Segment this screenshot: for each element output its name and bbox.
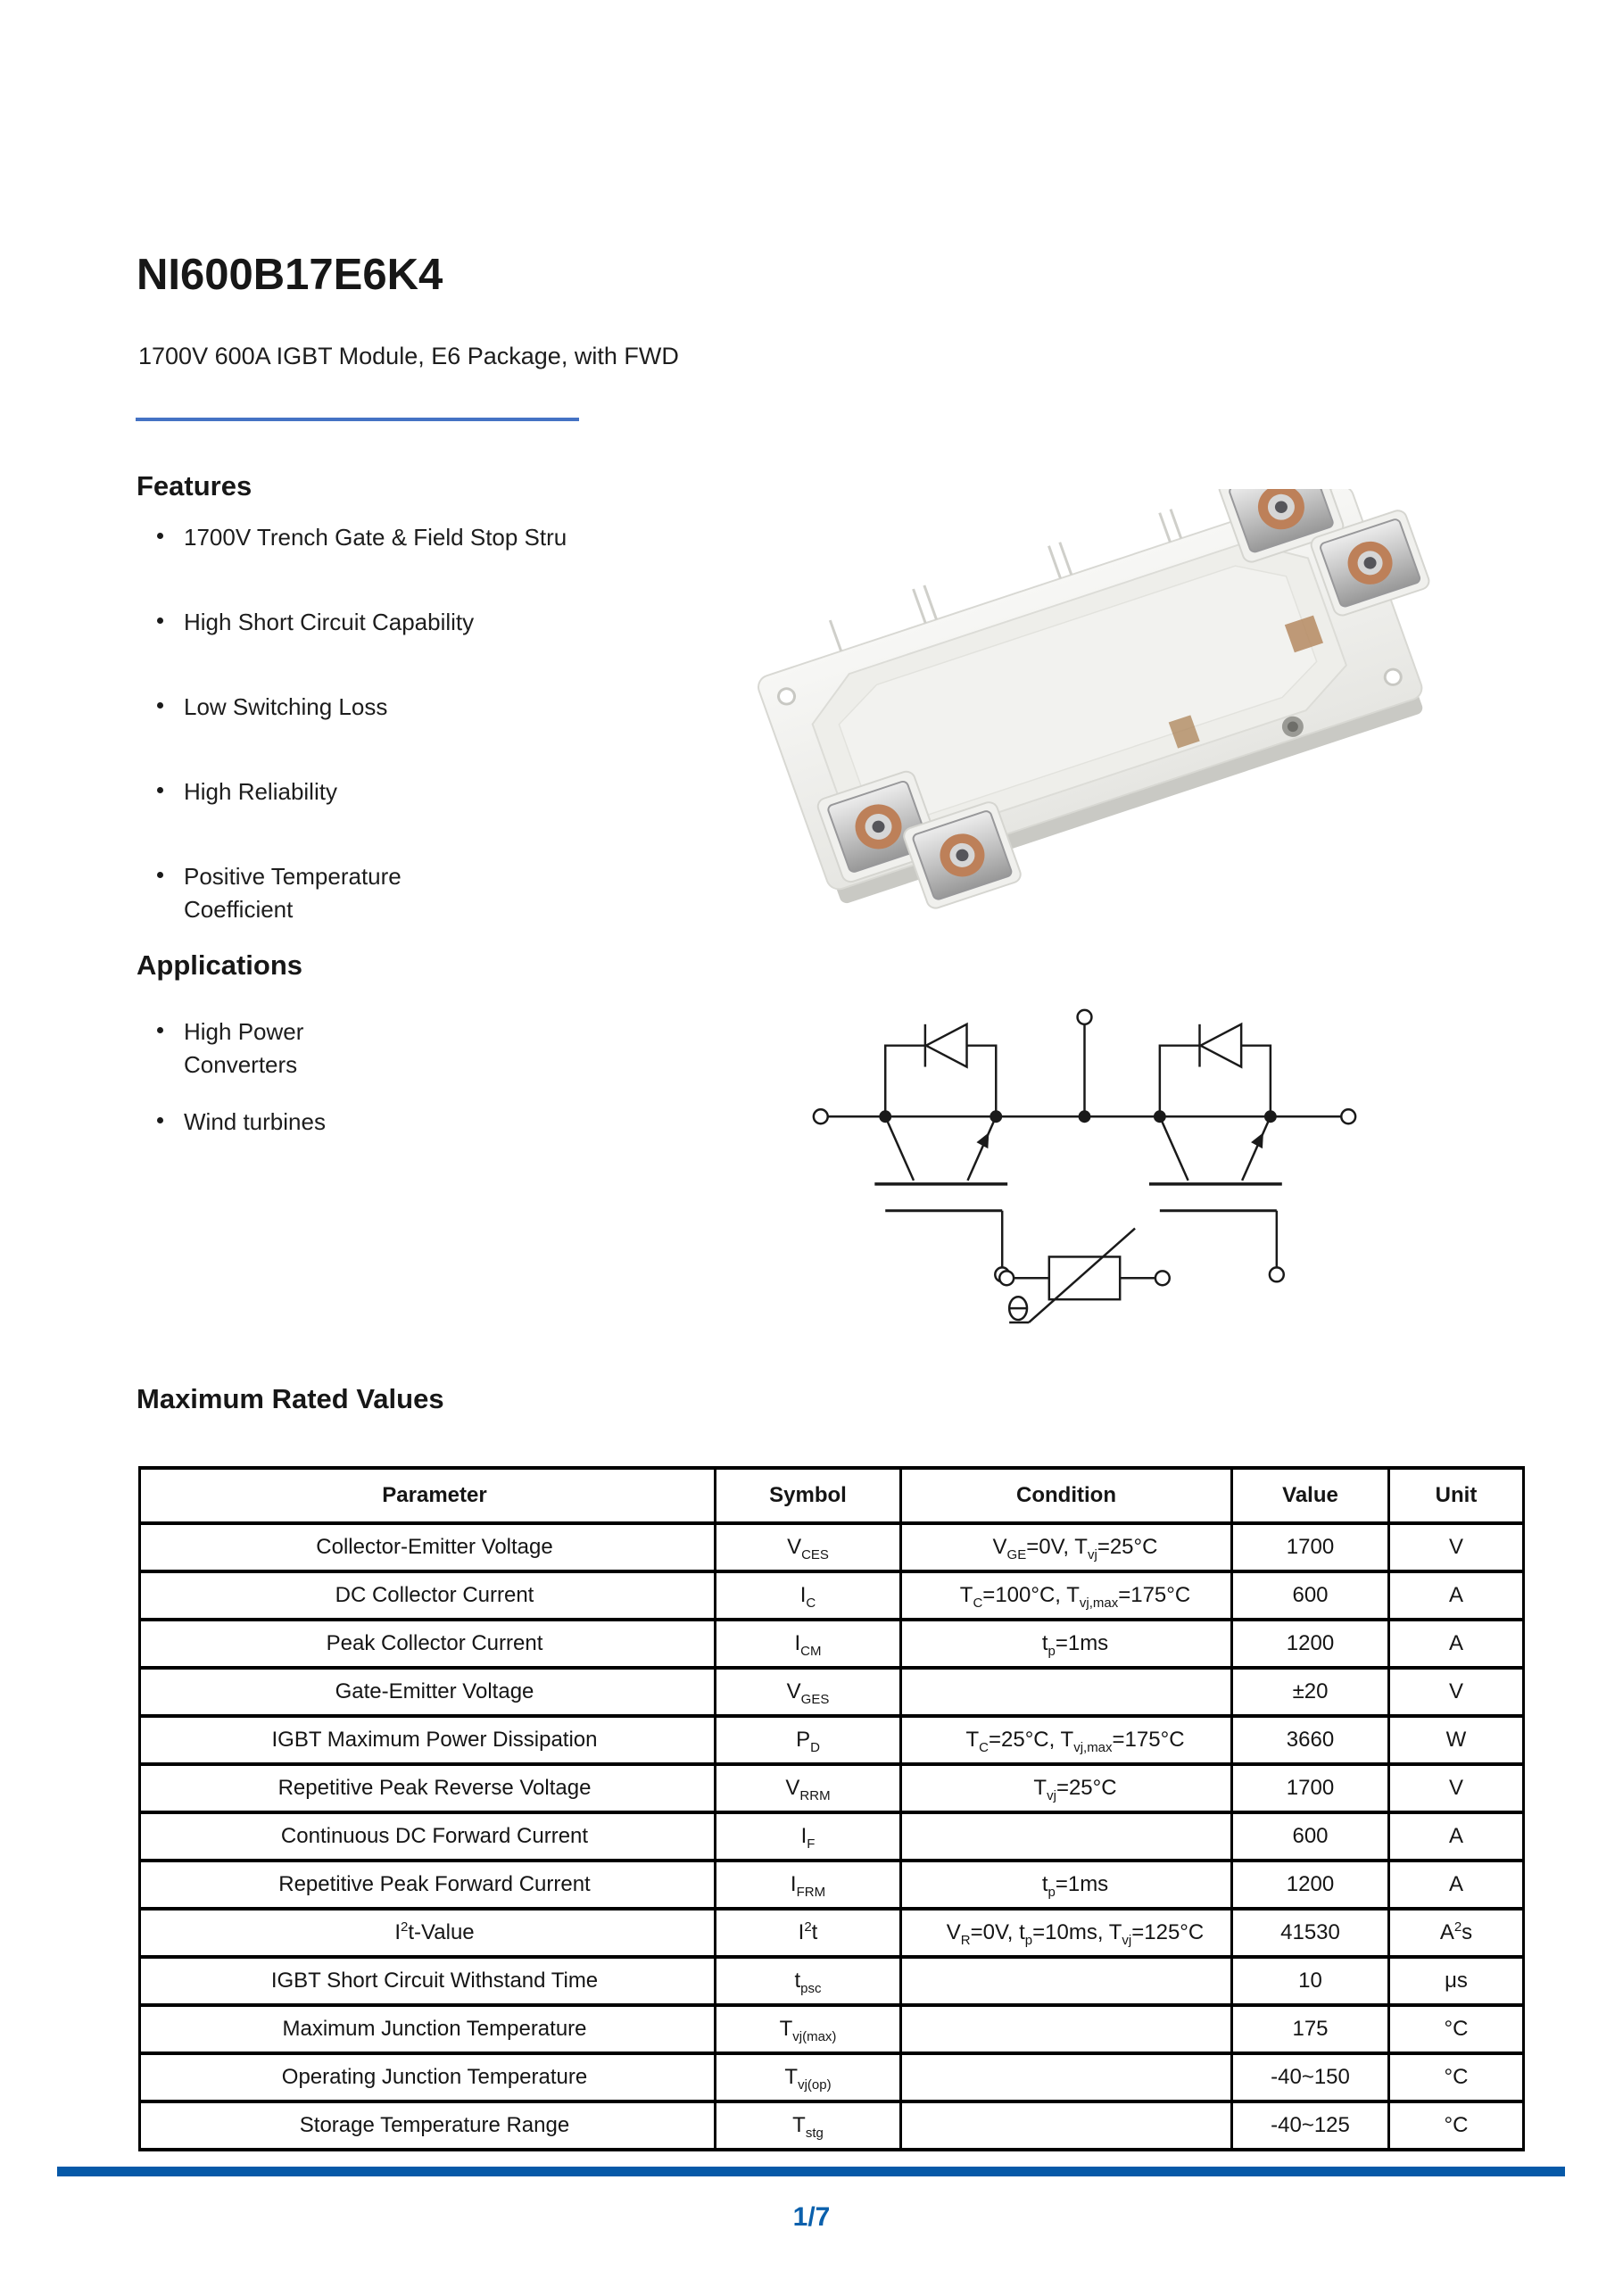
cell-sym: $V_{CES}$	[716, 1523, 901, 1571]
igbt-emitter	[968, 1116, 997, 1181]
cell-sym: $T_{vj(op)}$	[716, 2053, 901, 2101]
cell-val: 600	[1232, 1812, 1389, 1861]
table-row	[140, 1812, 1524, 1861]
table-row	[140, 2005, 1524, 2053]
cell-unit: A	[1389, 1812, 1524, 1861]
list-item	[143, 691, 714, 724]
bullet-text: High Reliability	[184, 778, 337, 805]
column-header-condition: Condition	[901, 1468, 1232, 1523]
cell-unit: A	[1389, 1620, 1524, 1668]
cell-sym: $T_{stg}$	[716, 2101, 901, 2150]
cell-param: IGBT Maximum Power Dissipation	[140, 1716, 716, 1764]
cell-cond: $t_p=1ms$	[901, 1620, 1232, 1668]
cell-param: Storage Temperature Range	[140, 2101, 716, 2150]
bullet-icon	[157, 533, 163, 539]
cell-sym: $t_{psc}$	[716, 1957, 901, 2005]
table-row	[140, 1523, 1524, 1571]
table-row	[140, 1620, 1524, 1668]
cell-unit: °C	[1389, 2053, 1524, 2101]
column-header-unit: Unit	[1389, 1468, 1524, 1523]
igbt-emitter	[1242, 1116, 1271, 1181]
cell-cond: $T_C=100^\circ C$, $T_{vj,max}=175^\circ C$	[901, 1571, 1232, 1620]
cell-param: Collector-Emitter Voltage	[140, 1523, 716, 1571]
cell-val: 1200	[1232, 1620, 1389, 1668]
list-item	[143, 860, 402, 926]
cell-unit: °C	[1389, 2005, 1524, 2053]
cell-val: 3660	[1232, 1716, 1389, 1764]
cell-val: 1700	[1232, 1764, 1389, 1812]
cell-val: 600	[1232, 1571, 1389, 1620]
terminal-circle	[1078, 1010, 1092, 1024]
bullet-icon	[157, 872, 163, 878]
list-item	[143, 521, 662, 554]
bullet-icon	[157, 1117, 163, 1123]
cell-unit: V	[1389, 1764, 1524, 1812]
cell-cond: $T_{vj}=25^\circ C$	[901, 1764, 1232, 1812]
cell-sym: $I^2t$	[716, 1909, 901, 1957]
diode-triangle	[926, 1024, 967, 1067]
cell-param: Maximum Junction Temperature	[140, 2005, 716, 2053]
cell-val: 1200	[1232, 1861, 1389, 1909]
diode-triangle	[1200, 1024, 1241, 1067]
table-header-row	[140, 1468, 1524, 1523]
cell-sym: $I_C$	[716, 1571, 901, 1620]
terminal-circle	[1155, 1271, 1170, 1285]
table-row	[140, 1668, 1524, 1716]
cell-cond: $T_C=25^\circ C$, $T_{vj,max}=175^\circ C$	[901, 1716, 1232, 1764]
bullet-icon	[157, 702, 163, 709]
igbt-collector	[1160, 1116, 1188, 1181]
terminal-circle	[999, 1271, 1014, 1285]
cell-param: Repetitive Peak Reverse Voltage	[140, 1764, 716, 1812]
terminal-circle	[1270, 1267, 1284, 1281]
cell-param: Peak Collector Current	[140, 1620, 716, 1668]
cell-unit: A	[1389, 1861, 1524, 1909]
cell-param: Continuous DC Forward Current	[140, 1812, 716, 1861]
applications-heading: Applications	[137, 949, 303, 981]
page-subtitle: 1700V 600A IGBT Module, E6 Package, with FWD	[138, 343, 679, 369]
table-row	[140, 1716, 1524, 1764]
cell-sym: $I_{FRM}$	[716, 1861, 901, 1909]
list-item	[143, 775, 714, 808]
cell-param: Operating Junction Temperature	[140, 2053, 716, 2101]
footer-accent-bar	[57, 2167, 1565, 2176]
table-row	[140, 1764, 1524, 1812]
cell-unit: $A^2s$	[1389, 1909, 1524, 1957]
page-title: NI600B17E6K4	[137, 251, 443, 299]
cell-unit: μs	[1389, 1957, 1524, 2005]
cell-cond: $V_{GE}=0V$, $T_{vj}=25^\circ C$	[901, 1523, 1232, 1571]
cell-unit: W	[1389, 1716, 1524, 1764]
bullet-text: Positive Temperature Coefficient	[184, 863, 402, 923]
cell-sym: $V_{GES}$	[716, 1668, 901, 1716]
cell-cond	[901, 1812, 1232, 1861]
cell-sym: $P_D$	[716, 1716, 901, 1764]
ratings-table-heading: Maximum Rated Values	[137, 1383, 444, 1414]
bullet-text: High Short Circuit Capability	[184, 609, 475, 635]
diode-branch	[885, 1046, 996, 1117]
column-header-symbol: Symbol	[716, 1468, 901, 1523]
list-item	[143, 1015, 335, 1082]
bullet-text: High Power Converters	[184, 1018, 304, 1078]
features-heading: Features	[137, 470, 253, 501]
terminal-circle	[1341, 1109, 1355, 1123]
bullet-text: Low Switching Loss	[184, 693, 388, 720]
cell-sym: $T_{vj(max)}$	[716, 2005, 901, 2053]
cell-unit: V	[1389, 1668, 1524, 1716]
cell-param: Repetitive Peak Forward Current	[140, 1861, 716, 1909]
column-header-value: Value	[1232, 1468, 1389, 1523]
thermistor-body	[1049, 1256, 1120, 1299]
cell-val: 1700	[1232, 1523, 1389, 1571]
cell-cond: $t_p=1ms$	[901, 1861, 1232, 1909]
cell-unit: °C	[1389, 2101, 1524, 2150]
cell-unit: A	[1389, 1571, 1524, 1620]
table-row	[140, 1957, 1524, 2005]
list-item	[143, 606, 714, 639]
table-row	[140, 1861, 1524, 1909]
terminal-circle	[814, 1109, 828, 1123]
cell-sym: $V_{RRM}$	[716, 1764, 901, 1812]
cell-cond: $V_R=0V$, $t_p=10ms$, $T_{vj}=125^\circ C$	[901, 1909, 1232, 1957]
cell-cond	[901, 2005, 1232, 2053]
bullet-icon	[157, 787, 163, 793]
table-row	[140, 2101, 1524, 2150]
cell-sym: $I_{CM}$	[716, 1620, 901, 1668]
cell-cond	[901, 1957, 1232, 2005]
features-list	[143, 521, 714, 926]
column-header-parameter: Parameter	[140, 1468, 716, 1523]
cell-val: 10	[1232, 1957, 1389, 2005]
table-row	[140, 1571, 1524, 1620]
accent-divider-line	[136, 418, 579, 421]
circuit-diagram-igbt-half-bridge	[797, 992, 1372, 1330]
cell-param: $I^2t$-Value	[140, 1909, 716, 1957]
cell-param: DC Collector Current	[140, 1571, 716, 1620]
cell-cond	[901, 2053, 1232, 2101]
maximum-rated-values-table	[138, 1466, 1525, 2151]
list-item	[143, 1106, 500, 1139]
cell-val: -40~125	[1232, 2101, 1389, 2150]
ratings-table-body	[140, 1523, 1524, 2150]
table-row	[140, 1909, 1524, 1957]
bullet-text: Wind turbines	[184, 1108, 326, 1135]
cell-val: 175	[1232, 2005, 1389, 2053]
table-row	[140, 2053, 1524, 2101]
bullet-icon	[157, 1027, 163, 1033]
bullet-text: 1700V Trench Gate & Field Stop Stru	[184, 524, 567, 551]
diode-branch	[1160, 1046, 1271, 1117]
bullet-icon	[157, 618, 163, 624]
cell-val: -40~150	[1232, 2053, 1389, 2101]
cell-val: ±20	[1232, 1668, 1389, 1716]
cell-cond	[901, 1668, 1232, 1716]
cell-cond	[901, 2101, 1232, 2150]
cell-val: 41530	[1232, 1909, 1389, 1957]
cell-unit: V	[1389, 1523, 1524, 1571]
cell-param: IGBT Short Circuit Withstand Time	[140, 1957, 716, 2005]
cell-param: Gate-Emitter Voltage	[140, 1668, 716, 1716]
page-number: 1/7	[792, 2202, 831, 2232]
cell-sym: $I_F$	[716, 1812, 901, 1861]
igbt-collector	[885, 1116, 914, 1181]
applications-list	[143, 1015, 500, 1139]
product-photo	[734, 489, 1448, 944]
